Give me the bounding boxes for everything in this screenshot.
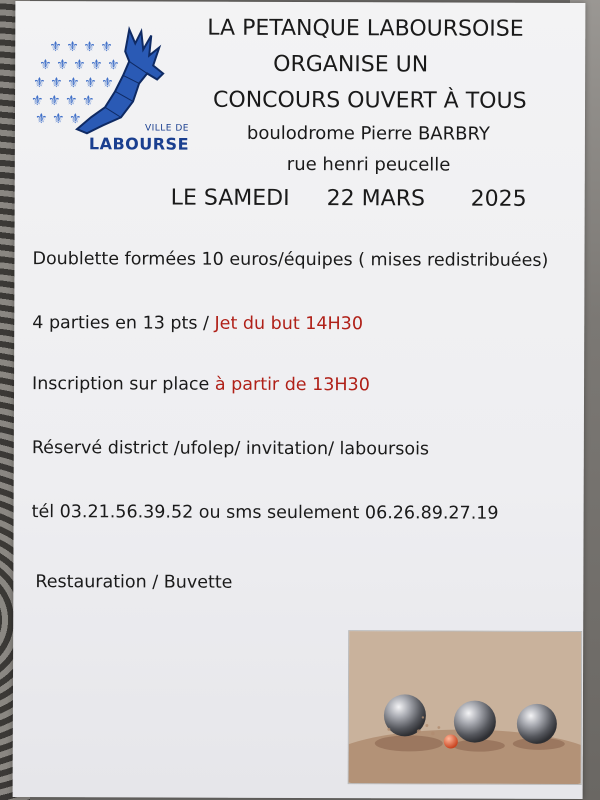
detail-inscription-time: à partir de 13H30	[214, 374, 370, 396]
title-concours: CONCOURS OUVERT À TOUS	[213, 87, 527, 114]
detail-restauration: Restauration / Buvette	[35, 572, 233, 593]
event-day: LE SAMEDI	[170, 185, 290, 211]
detail-parties	[32, 313, 363, 334]
detail-inscription	[32, 374, 370, 395]
svg-text:⚜ ⚜ ⚜ ⚜ ⚜: ⚜ ⚜ ⚜ ⚜ ⚜	[33, 75, 114, 92]
detail-parties-text: 4 parties en 13 pts /	[32, 313, 215, 334]
detail-doublette: Doublette formées 10 euros/équipes ( mises redistribuées)	[32, 249, 549, 271]
detail-inscription-text: Inscription sur place	[32, 374, 215, 395]
title-club: LA PETANQUE LABOURSOISE	[207, 15, 524, 42]
event-year: 2025	[470, 186, 527, 212]
svg-text:⚜ ⚜ ⚜ ⚜: ⚜ ⚜ ⚜ ⚜	[49, 39, 113, 56]
poster-sheet	[13, 1, 586, 799]
petanque-boules-icon	[349, 631, 582, 784]
venue-street: rue henri peucelle	[286, 153, 451, 176]
detail-reserve: Réservé district /ufolep/ invitation/ laboursois	[31, 438, 430, 460]
svg-text:⚜ ⚜ ⚜: ⚜ ⚜ ⚜	[34, 111, 82, 128]
logo-ville-de: VILLE DE	[144, 123, 189, 134]
detail-telephone: tél 03.21.56.39.52 ou sms seulement 06.26.89.27.19	[31, 502, 499, 524]
petanque-photo	[348, 630, 583, 785]
title-organise: ORGANISE UN	[273, 51, 429, 78]
svg-text:⚜ ⚜ ⚜ ⚜ ⚜: ⚜ ⚜ ⚜ ⚜ ⚜	[39, 57, 120, 74]
logo-labourse: LABOURSE	[88, 134, 190, 154]
labourse-logo	[29, 21, 199, 152]
venue-name: boulodrome Pierre BARBRY	[246, 122, 490, 145]
event-date: 22 MARS	[326, 186, 426, 212]
svg-text:⚜ ⚜ ⚜ ⚜: ⚜ ⚜ ⚜ ⚜	[31, 93, 95, 110]
detail-jet-du-but: Jet du but 14H30	[214, 313, 364, 335]
